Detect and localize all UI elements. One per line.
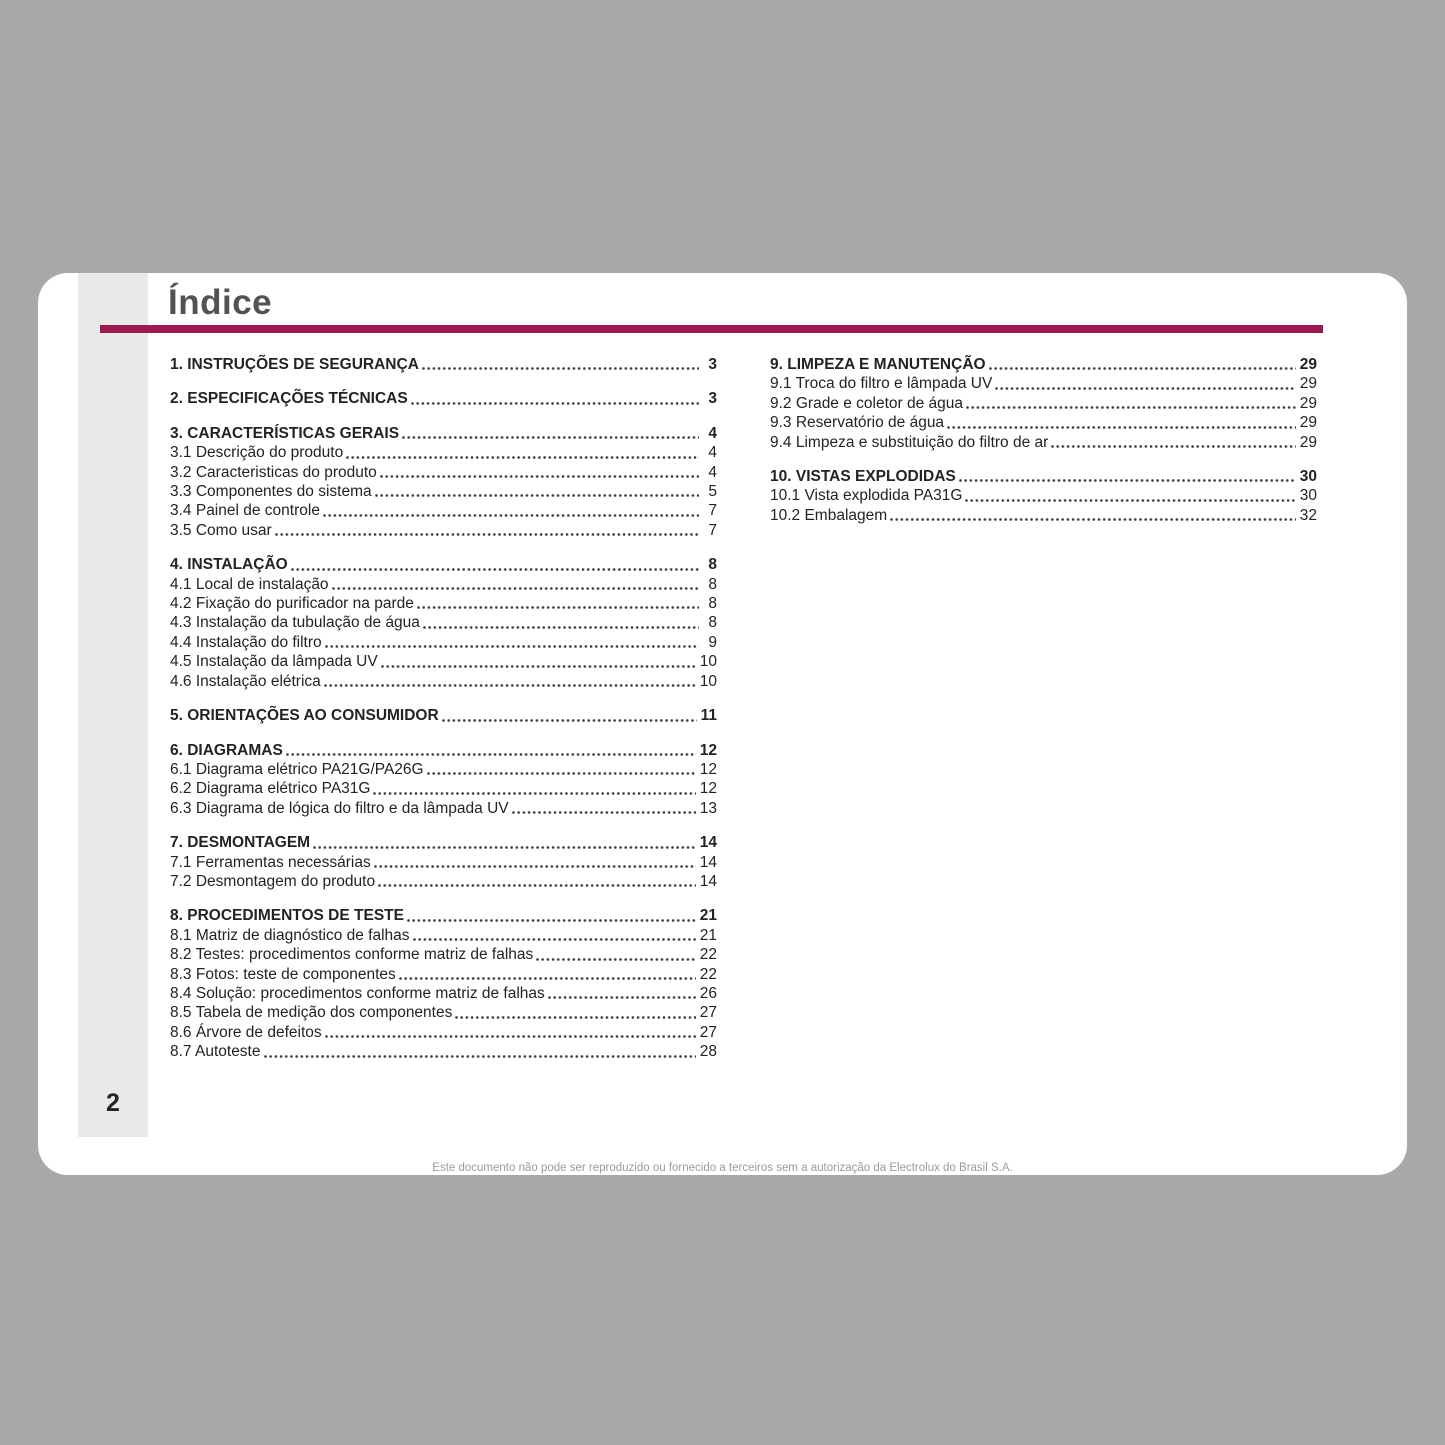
toc-entry [770, 486, 1317, 505]
toc-dot-leader [324, 1023, 697, 1042]
toc-entry-page-number: 8 [708, 575, 717, 593]
toc-right-column [770, 355, 1317, 525]
toc-entry-label: 8.4 Solução: procedimentos conforme matriz de falhas [170, 984, 545, 1002]
toc-dot-leader [285, 741, 697, 760]
toc-entry-label: 3. CARACTERÍSTICAS GERAIS [170, 424, 400, 442]
toc-dot-leader [889, 506, 1297, 525]
toc-entry-page-number: 12 [699, 760, 717, 778]
toc-dot-leader [373, 853, 697, 872]
toc-entry-label: 3.4 Painel de controle [170, 502, 320, 520]
toc-entry-page-number: 7 [708, 502, 717, 520]
toc-dot-leader [426, 760, 697, 779]
toc-entry-page-number: 29 [1299, 394, 1317, 412]
title-rule [100, 325, 1323, 333]
toc-dot-leader [324, 633, 700, 652]
toc-entry [170, 389, 717, 408]
toc-dot-leader [416, 594, 700, 613]
page-number: 2 [106, 1089, 120, 1117]
toc-entry-page-number: 27 [699, 1023, 717, 1041]
toc-entry-label: 8.5 Tabela de medição dos componentes [170, 1004, 453, 1022]
toc-entry-label: 6.1 Diagrama elétrico PA21G/PA26G [170, 760, 424, 778]
toc-dot-leader [377, 872, 697, 891]
toc-entry-label: 1. INSTRUÇÕES DE SEGURANÇA [170, 356, 419, 373]
toc-entry-page-number: 3 [708, 356, 717, 373]
toc-entry-label: 4.3 Instalação da tubulação de água [170, 614, 420, 632]
toc-entry [170, 741, 717, 760]
toc-entry-label: 9.2 Grade e coletor de água [770, 394, 964, 412]
side-strip [78, 273, 148, 1137]
toc-entry [170, 482, 717, 501]
toc-entry [170, 613, 717, 632]
toc-entry-page-number: 8 [708, 614, 717, 632]
toc-entry [770, 506, 1317, 525]
toc-dot-leader [421, 355, 700, 374]
toc-entry-page-number: 29 [1299, 414, 1317, 432]
toc-entry [170, 760, 717, 779]
toc-entry-page-number: 28 [699, 1043, 717, 1061]
toc-entry-page-number: 14 [699, 872, 717, 890]
toc-entry-label: 9.4 Limpeza e substituição do filtro de ar [770, 433, 1049, 451]
toc-entry-page-number: 4 [708, 444, 717, 462]
toc-dot-leader [345, 443, 700, 462]
toc-entry [770, 355, 1317, 374]
toc-dot-leader [958, 467, 1297, 486]
toc-entry-page-number: 4 [708, 424, 717, 442]
toc-left-column [170, 355, 717, 1062]
toc-dot-leader [422, 613, 700, 632]
toc-dot-leader [331, 575, 700, 594]
toc-entry-page-number: 11 [700, 707, 717, 725]
toc-entry-label: 2. ESPECIFICAÇÕES TÉCNICAS [170, 390, 408, 408]
toc-entry-page-number: 22 [699, 965, 717, 983]
toc-entry [770, 394, 1317, 413]
toc-entry [170, 706, 717, 725]
toc-dot-leader [374, 482, 700, 501]
toc-entry-page-number: 30 [1299, 487, 1317, 505]
toc-entry [170, 463, 717, 482]
toc-dot-leader [946, 413, 1297, 432]
toc-entry-label: 3.1 Descrição do produto [170, 444, 344, 462]
toc-entry [170, 355, 717, 374]
toc-entry [170, 779, 717, 798]
toc-dot-leader [401, 424, 700, 443]
toc-entry-label: 3.3 Componentes do sistema [170, 483, 372, 501]
toc-entry [170, 575, 717, 594]
toc-entry [170, 555, 717, 574]
toc-entry [170, 424, 717, 443]
toc-dot-leader [263, 1042, 697, 1061]
toc-entry [170, 652, 717, 671]
toc-dot-leader [379, 463, 700, 482]
toc-entry-page-number: 3 [708, 390, 717, 408]
toc-entry [170, 945, 717, 964]
toc-entry-page-number: 8 [708, 556, 717, 574]
toc-entry [170, 799, 717, 818]
toc-entry-label: 5. ORIENTAÇÕES AO CONSUMIDOR [170, 707, 439, 725]
toc-dot-leader [454, 1003, 696, 1022]
manual-page [38, 273, 1407, 1175]
toc-entry [170, 906, 717, 925]
toc-entry-page-number: 29 [1299, 375, 1317, 393]
toc-dot-leader [1050, 433, 1296, 452]
toc-entry-label: 8.7 Autoteste [170, 1043, 261, 1061]
toc-entry-label: 4.2 Fixação do purificador na parde [170, 595, 414, 613]
toc-entry-label: 3.5 Como usar [170, 521, 272, 539]
toc-entry-label: 3.2 Caracteristicas do produto [170, 463, 377, 481]
toc-entry-label: 9.1 Troca do filtro e lâmpada UV [770, 375, 993, 393]
toc-dot-leader [290, 555, 700, 574]
toc-entry [170, 1003, 717, 1022]
toc-dot-leader [410, 389, 700, 408]
toc-entry [170, 926, 717, 945]
toc-entry-label: 8. PROCEDIMENTOS DE TESTE [170, 907, 404, 925]
toc-entry [170, 1023, 717, 1042]
toc-entry-page-number: 5 [708, 483, 717, 501]
toc-dot-leader [380, 652, 697, 671]
toc-entry-page-number: 29 [1299, 356, 1317, 373]
toc-dot-leader [441, 706, 698, 725]
toc-dot-leader [412, 926, 697, 945]
footer-note: Este documento não pode ser reproduzido ou fornecido a terceiros sem a autorização da Electrolux do Brasil S.A. [432, 1162, 1013, 1174]
toc-entry-label: 10.2 Embalagem [770, 506, 888, 524]
toc-entry [170, 984, 717, 1003]
toc-entry-page-number: 8 [708, 595, 717, 613]
toc-entry [770, 374, 1317, 393]
toc-entry-page-number: 21 [699, 907, 717, 925]
toc-entry-label: 10. VISTAS EXPLODIDAS [770, 468, 956, 486]
toc-entry-page-number: 12 [699, 741, 717, 759]
toc-entry-label: 8.2 Testes: procedimentos conforme matriz de falhas [170, 946, 534, 964]
page-title: Índice [168, 283, 273, 322]
toc-dot-leader [312, 833, 697, 852]
toc-entry-page-number: 27 [699, 1004, 717, 1022]
toc-entry-label: 6. DIAGRAMAS [170, 741, 283, 759]
toc-dot-leader [965, 394, 1297, 413]
toc-entry-page-number: 29 [1299, 433, 1317, 451]
toc-entry-page-number: 30 [1299, 468, 1317, 486]
toc-entry-label: 6.3 Diagrama de lógica do filtro e da lâmpada UV [170, 799, 509, 817]
toc-entry-label: 7. DESMONTAGEM [170, 834, 311, 852]
toc-dot-leader [511, 799, 697, 818]
toc-entry [170, 521, 717, 540]
toc-entry-label: 10.1 Vista explodida PA31G [770, 487, 963, 505]
toc-dot-leader [547, 984, 697, 1003]
toc-entry-page-number: 22 [699, 946, 717, 964]
toc-entry-label: 4.4 Instalação do filtro [170, 633, 322, 651]
toc-entry-label: 4.6 Instalação elétrica [170, 672, 321, 690]
toc-entry-page-number: 21 [699, 926, 717, 944]
toc-entry [170, 833, 717, 852]
toc-entry-label: 9. LIMPEZA E MANUTENÇÃO [770, 356, 986, 373]
toc-dot-leader [994, 374, 1296, 393]
toc-entry-label: 4.5 Instalação da lâmpada UV [170, 653, 378, 671]
toc-dot-leader [988, 355, 1297, 374]
toc-entry-page-number: 13 [699, 799, 717, 817]
toc-dot-leader [372, 779, 696, 798]
toc-entry [170, 965, 717, 984]
toc-entry-page-number: 7 [708, 521, 717, 539]
toc-entry-label: 9.3 Reservatório de água [770, 414, 945, 432]
toc-entry-page-number: 14 [699, 853, 717, 871]
toc-entry [170, 501, 717, 520]
toc-entry-page-number: 26 [699, 984, 717, 1002]
toc-entry-label: 4.1 Local de instalação [170, 575, 329, 593]
toc-entry [170, 633, 717, 652]
toc-entry-label: 7.2 Desmontagem do produto [170, 872, 376, 890]
toc-entry-page-number: 4 [708, 463, 717, 481]
toc-entry-label: 8.3 Fotos: teste de componentes [170, 965, 396, 983]
toc-dot-leader [274, 521, 700, 540]
toc-entry [770, 467, 1317, 486]
toc-dot-leader [398, 965, 697, 984]
toc-entry-label: 8.1 Matriz de diagnóstico de falhas [170, 926, 410, 944]
toc-entry-page-number: 32 [1299, 506, 1317, 524]
toc-dot-leader [964, 486, 1296, 505]
toc-entry-label: 6.2 Diagrama elétrico PA31G [170, 780, 371, 798]
toc-entry [170, 443, 717, 462]
toc-entry-label: 8.6 Árvore de defeitos [170, 1023, 322, 1041]
toc-entry-label: 7.1 Ferramentas necessárias [170, 853, 371, 871]
toc-entry [170, 1042, 717, 1061]
toc-entry [170, 594, 717, 613]
toc-entry-page-number: 10 [699, 672, 717, 690]
toc-dot-leader [322, 501, 700, 520]
toc-entry-page-number: 10 [699, 653, 717, 671]
toc-entry [770, 413, 1317, 432]
toc-entry [770, 433, 1317, 452]
toc-entry-page-number: 9 [708, 633, 717, 651]
toc-dot-leader [406, 906, 697, 925]
toc-entry [170, 672, 717, 691]
toc-dot-leader [535, 945, 696, 964]
toc-entry [170, 853, 717, 872]
toc-entry [170, 872, 717, 891]
toc-entry-page-number: 14 [699, 834, 717, 852]
toc-entry-page-number: 12 [699, 780, 717, 798]
toc-dot-leader [323, 672, 697, 691]
toc-entry-label: 4. INSTALAÇÃO [170, 556, 288, 574]
